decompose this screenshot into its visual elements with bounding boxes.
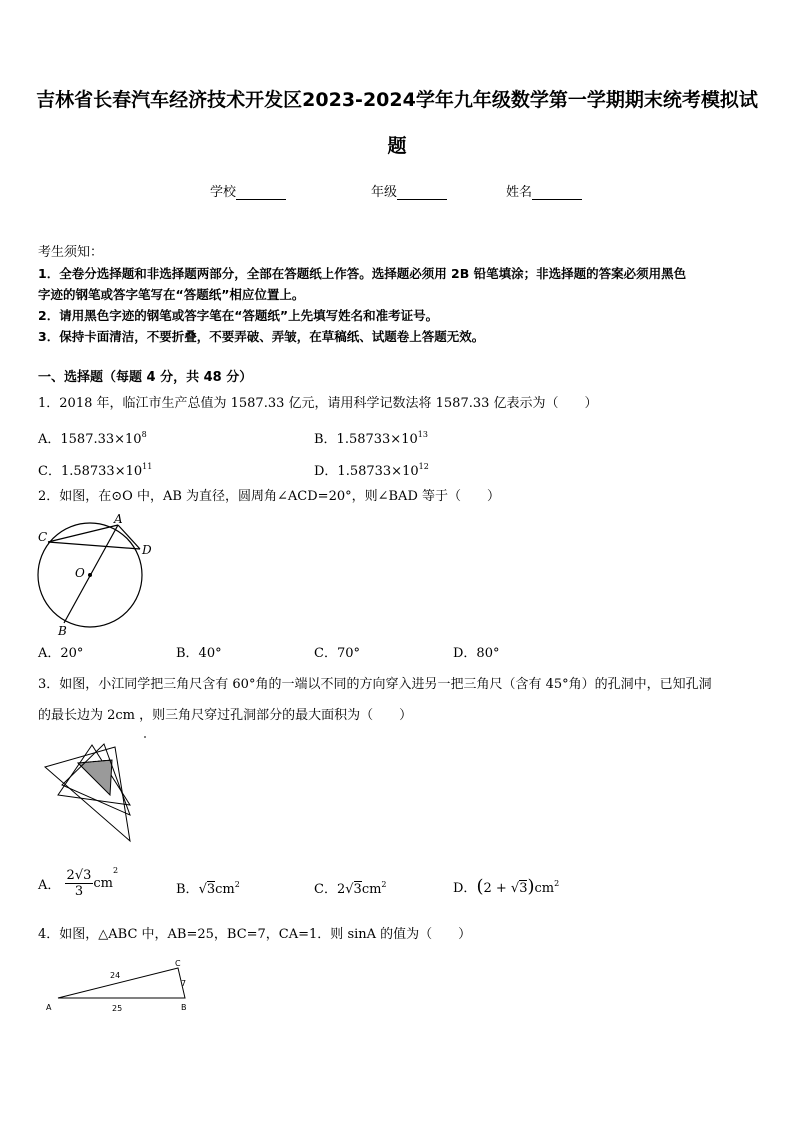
label-o: O (75, 566, 85, 580)
center-point (88, 573, 92, 577)
shaded-region (78, 760, 112, 795)
notes-heading: 考生须知： (38, 245, 104, 260)
label-a: A (114, 512, 123, 526)
q1-option-a[interactable]: A．$1587.33\times 10^8$ (38, 430, 147, 447)
q2-option-d[interactable]: D．80° (453, 646, 500, 661)
label-a: A (46, 1003, 52, 1012)
page-title (30, 77, 764, 169)
q2-option-c[interactable]: C．70° (314, 646, 360, 661)
chord-ad (118, 525, 140, 549)
q3-option-c[interactable]: C．$2√3cm^2$ (314, 880, 387, 897)
triangle-abc-figure (40, 958, 200, 1016)
note-item-3: 3．保持卡面清洁，不要折叠，不要弄破、弄皱，在草稿纸、试题卷上答题无效。 (38, 329, 485, 344)
q3-stem-a: 3．如图，小江同学把三角尺含有 60°角的一端以不同的方向穿入进另一把三角尺（含有 45°角）的孔洞中，已知孔洞 (38, 677, 712, 692)
grade-field[interactable]: 年级 (371, 181, 447, 200)
label-b: B (181, 1003, 187, 1012)
note-item-1a: 1．全卷分选择题和非选择题两部分，全部在答题纸上作答。选择题必须用 2B 铅笔填涂；非选择题的答案必须用黑色 (38, 266, 687, 281)
section-heading: 一、选择题（每题 4 分，共 48 分） (38, 370, 253, 385)
q4-stem: 4．如图，△ABC 中，AB=25，BC=7，CA=1．则 sinA 的值为（ ） (38, 927, 472, 942)
q1-option-c[interactable]: C．$1.58733\times 10^{11}$ (38, 462, 153, 479)
triangle-rulers-figure (40, 735, 150, 847)
outer-triangle (45, 747, 130, 841)
note-item-1b: 字迹的钢笔或答字笔写在“答题纸”相应位置上。 (38, 287, 305, 302)
q2-option-a[interactable]: A．20° (38, 646, 84, 661)
label-b: B (58, 624, 67, 637)
label-c: C (38, 530, 48, 544)
side-ab-label: 25 (112, 1004, 123, 1013)
q1-option-b[interactable]: B．$1.58733\times 10^{13}$ (314, 430, 428, 447)
title-line-2: 题 (387, 135, 407, 157)
q2-stem: 2．如图，在⊙O 中，AB 为直径，圆周角∠ACD=20°，则∠BAD 等于（ ） (38, 489, 501, 504)
chord-cd (48, 542, 140, 549)
q1-option-d[interactable]: D．$1.58733\times 10^{12}$ (314, 462, 429, 479)
q3-stem-b: 的最长边为 2cm ，则三角尺穿过孔洞部分的最大面积为（ ） (38, 708, 413, 723)
side-bc-label: 7 (181, 979, 187, 988)
q3-option-a[interactable]: A． $\frac{2√3}{3}$ $cm^2$ (38, 866, 119, 899)
triangle-abc (58, 968, 185, 998)
q3-option-b[interactable]: B．$√3cm^2$ (176, 880, 240, 897)
label-c: C (175, 959, 181, 968)
school-field[interactable]: 学校 (210, 181, 286, 200)
side-ac-label: 24 (110, 971, 121, 980)
note-item-2: 2．请用黑色字迹的钢笔或答字笔在“答题纸”上先填写姓名和准考证号。 (38, 308, 439, 323)
name-field[interactable]: 姓名 (506, 181, 582, 200)
circle-figure (34, 512, 164, 637)
q1-stem: 1．2018 年，临江市生产总值为 1587.33 亿元，请用科学记数法将 1587.33 亿表示为（ ） (38, 396, 598, 411)
q3-option-d[interactable]: D．$(2 + √3)cm^2$ (453, 876, 560, 897)
exam-notes (38, 242, 758, 347)
q2-option-b[interactable]: B．40° (176, 646, 222, 661)
title-line-1: 吉林省长春汽车经济技术开发区2023-2024学年九年级数学第一学期期末统考模拟试 (36, 89, 758, 111)
label-d: D (142, 543, 152, 557)
